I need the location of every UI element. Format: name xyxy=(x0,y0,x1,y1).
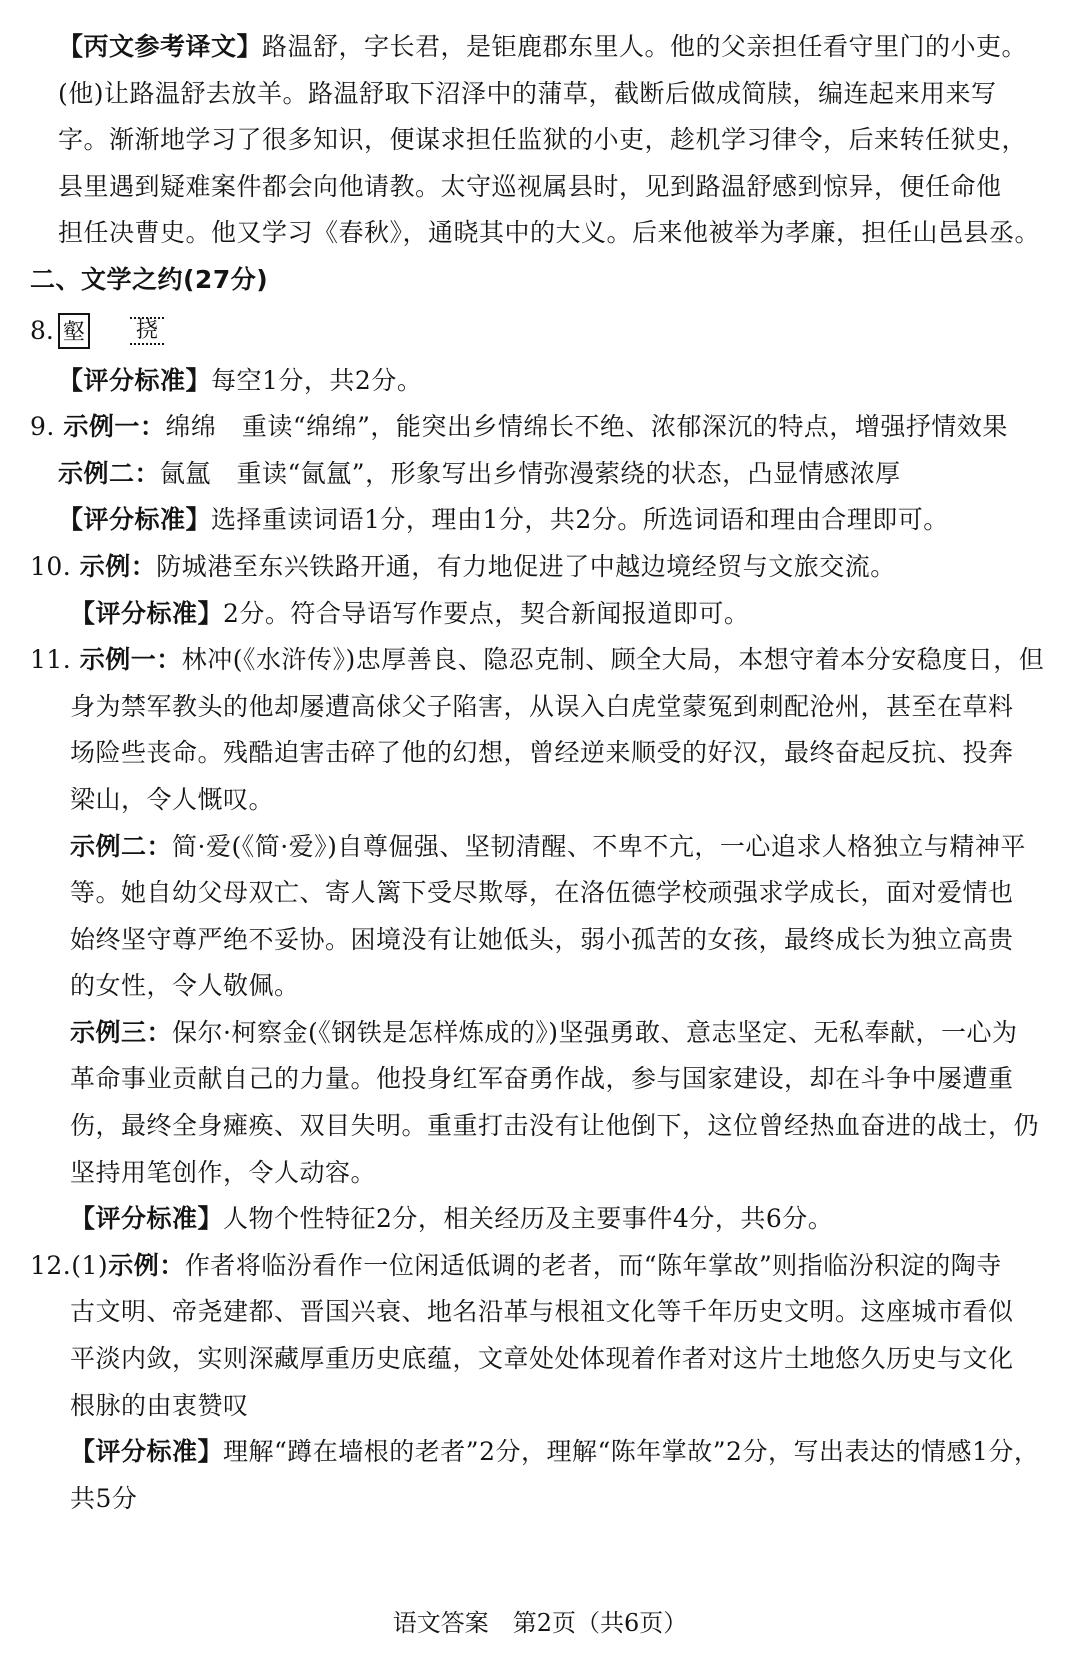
standard-text: 人物个性特征2分，相关经历及主要事件4分，共6分。 xyxy=(223,1204,834,1234)
example-text: 作者将临汾看作一位闲适低调的老者，而“陈年掌故”则指临汾积淀的陶寺 xyxy=(184,1250,1002,1280)
answer-line: 始终坚守尊严绝不妥协。困境没有让她低头，弱小孤苦的女孩，最终成长为独立高贵 xyxy=(70,924,1014,954)
example-text: 简·爱(《简·爱》)自尊倔强、坚韧清醒、不卑不亢，一心追求人格独立与精神平 xyxy=(172,831,1026,861)
example-text: 氤氲 重读“氤氲”，形象写出乡情弥漫萦绕的状态，凸显情感浓厚 xyxy=(160,458,901,488)
answer-line: 的女性，令人敬佩。 xyxy=(70,971,300,1001)
question-number: 10. xyxy=(30,551,72,581)
example-label: 示例一： xyxy=(79,645,182,675)
translation-line: 字。渐渐地学习了很多知识，便谋求担任监狱的小吏，趁机学习律令，后来转任狱史， xyxy=(58,125,1028,155)
section-title: 二、文学之约(27分) xyxy=(30,264,269,294)
answer-line: 古文明、帝尧建都、晋国兴衰、地名沿革与根祖文化等千年历史文明。这座城市看似 xyxy=(70,1297,1014,1327)
standard-text: 2分。符合导语写作要点，契合新闻报道即可。 xyxy=(223,598,750,628)
standard-label: 【评分标准】 xyxy=(58,505,212,535)
example-text: 绵绵 重读“绵绵”，能突出乡情绵长不绝、浓郁深沉的特点，增强抒情效果 xyxy=(165,412,1008,442)
answer-line: 等。她自幼父母双亡、寄人篱下受尽欺辱，在洛伍德学校顽强求学成长，面对爱情也 xyxy=(70,878,1014,908)
scoring-standard xyxy=(30,591,1030,638)
question-number: 12. xyxy=(30,1250,72,1280)
question-8 xyxy=(30,304,1030,358)
translation-line: (他)让路温舒去放羊。路温舒取下沼泽中的蒲草，截断后做成简牍，编连起来用来写 xyxy=(58,78,997,108)
example-label: 示例： xyxy=(108,1250,185,1280)
sub-question-number: (1) xyxy=(71,1250,109,1280)
translation-text: 路温舒，字长君，是钜鹿郡东里人。他的父亲担任看守里门的小吏。 xyxy=(262,32,1028,61)
standard-text: 每空1分，共2分。 xyxy=(211,365,423,395)
question-11-example-2 xyxy=(30,824,1030,871)
answer-line: 平淡内敛，实则深藏厚重历史底蕴，文章处处体现着作者对这片土地悠久历史与文化 xyxy=(70,1344,1014,1374)
standard-label: 【评分标准】 xyxy=(70,598,224,628)
answer-line: 场险些丧命。残酷迫害击碎了他的幻想，曾经逆来顺受的好汉，最终奋起反抗、投奔 xyxy=(70,738,1014,768)
question-number: 8. xyxy=(30,316,54,346)
answer-line: 革命事业贡献自己的力量。他投身红军奋勇作战，参与国家建设，却在斗争中屡遭重 xyxy=(70,1064,1014,1094)
standard-label: 【评分标准】 xyxy=(70,1437,224,1467)
example-label: 示例二： xyxy=(70,831,173,861)
standard-text: 理解“蹲在墙根的老者”2分，理解“陈年掌故”2分，写出表达的情感1分， xyxy=(223,1437,1040,1467)
answer-line: 根脉的由衷赞叹 xyxy=(70,1390,249,1420)
example-text: 防城港至东兴铁路开通，有力地促进了中越边境经贸与文旅交流。 xyxy=(156,551,896,581)
answer-line: 坚持用笔创作，令人动容。 xyxy=(70,1157,377,1187)
standard-label: 【评分标准】 xyxy=(58,365,212,395)
translation-line xyxy=(30,24,1030,71)
scoring-standard xyxy=(30,497,1030,544)
question-10 xyxy=(30,544,1030,591)
example-text: 保尔·柯察金(《钢铁是怎样炼成的》)坚强勇敢、意志坚定、无私奉献，一心为 xyxy=(172,1017,1018,1047)
standard-text: 选择重读词语1分，理由1分，共2分。所选词语和理由合理即可。 xyxy=(211,505,949,535)
question-9-example-1 xyxy=(30,404,1030,451)
answer-line: 身为禁军教头的他却屡遭高俅父子陷害，从误入白虎堂蒙冤到刺配沧州，甚至在草料 xyxy=(70,691,1014,721)
boxed-character: 壑 xyxy=(58,313,90,349)
scoring-standard xyxy=(30,358,1030,405)
translation-label: 【丙文参考译文】 xyxy=(58,32,263,61)
scoring-standard xyxy=(30,1196,1030,1243)
example-label: 示例： xyxy=(79,551,157,581)
example-label: 示例一： xyxy=(63,412,166,442)
scoring-standard xyxy=(30,1429,1040,1476)
standard-label: 【评分标准】 xyxy=(70,1204,224,1234)
question-11-example-1 xyxy=(30,637,1045,684)
question-number: 11. xyxy=(30,645,72,675)
question-number: 9. xyxy=(30,412,55,442)
answer-line: 共5分 xyxy=(70,1483,138,1513)
example-label: 示例三： xyxy=(70,1017,173,1047)
example-label: 示例二： xyxy=(58,458,161,488)
translation-line: 担任决曹史。他又学习《春秋》，通晓其中的大义。后来他被举为孝廉，担任山邑县丞。 xyxy=(58,218,1041,248)
answer-line: 伤，最终全身瘫痪、双目失明。重重打击没有让他倒下，这位曾经热血奋进的战士，仍 xyxy=(70,1111,1040,1141)
answer-line: 梁山，令人慨叹。 xyxy=(70,784,275,814)
page-footer: 语文答案 第2页（共6页） xyxy=(392,1609,688,1637)
translation-line: 县里遇到疑难案件都会向他请教。太守巡视属县时，见到路温舒感到惊异，便任命他 xyxy=(58,171,1002,201)
question-12 xyxy=(30,1243,1030,1290)
example-text: 林冲(《水浒传》)忠厚善良、隐忍克制、顾全大局，本想守着本分安稳度日，但 xyxy=(181,645,1045,675)
dotted-character: 挠 xyxy=(130,317,164,345)
question-11-example-3 xyxy=(30,1010,1030,1057)
question-9-example-2 xyxy=(30,451,1030,498)
